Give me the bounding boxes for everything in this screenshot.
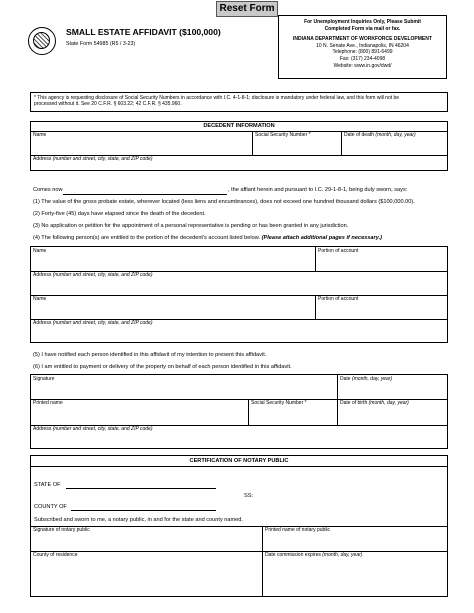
affiant-statement: , the affiant herein and pursuant to I.C. 29-1-8-1, being duly sworn, says:	[228, 187, 408, 193]
subscribed-statement: Subscribed and sworn to me, a notary public, in and for the state and county named.	[34, 517, 243, 523]
heir1-address-field[interactable]: Address (number and street, city, state, and ZIP code)	[33, 272, 153, 278]
county-of-line[interactable]	[71, 510, 216, 511]
comes-now-label: Comes now	[33, 187, 63, 193]
affiant-date-field[interactable]: Date (month, day, year)	[340, 376, 393, 382]
decedent-heading: DECEDENT INFORMATION	[203, 123, 275, 129]
county-of-label: COUNTY OF	[34, 504, 67, 510]
agency-line2: Completed Form via mail or fax.	[324, 25, 401, 32]
agency-info-box	[278, 15, 447, 79]
decedent-section	[30, 121, 448, 171]
heir2-name-field[interactable]: Name	[33, 296, 47, 302]
disclosure-line2: processed without it. See 20 C.F.R. § 603.22; 42 C.F.R. § 435.960.	[34, 101, 182, 107]
form-number: State Form 54985 (R5 / 3-23)	[66, 41, 136, 47]
notary-printed-name-field[interactable]: Printed name of notary public	[265, 527, 331, 533]
notary-section	[30, 455, 448, 597]
heir2-address-field[interactable]: Address (number and street, city, state, and ZIP code)	[33, 320, 153, 326]
notary-heading: CERTIFICATION OF NOTARY PUBLIC	[189, 458, 289, 464]
agency-phone: Telephone: (800) 891-6499	[332, 49, 393, 56]
disclosure-line1: * This agency is requesting disclosure of Social Security Numbers in accordance with I.C. 4-1-8-1; disclosure is mandatory under federal law, and this form will not be	[34, 95, 400, 101]
heirs-table	[30, 246, 448, 343]
affiant-date-of-birth-field[interactable]: Date of birth (month, day, year)	[340, 400, 409, 406]
decedent-address-field[interactable]: Address (number and street, city, state, and ZIP code)	[33, 156, 153, 162]
agency-website: Website: www.in.gov/dwd/	[333, 62, 392, 69]
affiant-address-field[interactable]: Address (number and street, city, state, and ZIP code)	[33, 426, 153, 432]
agency-address: 10 N. Senate Ave., Indianapolis, IN 46204	[316, 42, 409, 49]
ss-label: SS:	[244, 493, 254, 499]
item-1: (1) The value of the gross probate estate, wherever located (less liens and encumbrances), does not exceed one hundred thousand dollars ($100,000.00).	[33, 199, 415, 205]
decedent-date-of-death-field[interactable]: Date of death (month, day, year)	[344, 132, 416, 138]
ssn-disclosure-box	[30, 92, 448, 112]
item-3: (3) No application or petition for the appointment of a personal representative is pending or has been granted in any jurisdiction.	[33, 223, 349, 229]
heir1-name-field[interactable]: Name	[33, 248, 47, 254]
affiant-signature-section	[30, 374, 448, 449]
affiant-signature-field[interactable]: Signature	[33, 376, 55, 382]
agency-name: INDIANA DEPARTMENT OF WORKFORCE DEVELOPMENT	[293, 36, 432, 43]
item-2: (2) Forty-five (45) days have elapsed since the death of the decedent.	[33, 211, 206, 217]
decedent-ssn-field[interactable]: Social Security Number *	[255, 132, 311, 138]
agency-fax: Fax: (317) 234-4098	[339, 55, 386, 62]
notary-signature-field[interactable]: Signature of notary public	[33, 527, 90, 533]
form-title: SMALL ESTATE AFFIDAVIT ($100,000)	[66, 27, 221, 37]
heir1-portion-field[interactable]: Portion of account	[318, 248, 359, 254]
affiant-printed-name-field[interactable]: Printed name	[33, 400, 63, 406]
decedent-name-field[interactable]: Name	[33, 132, 47, 138]
heir2-portion-field[interactable]: Portion of account	[318, 296, 359, 302]
state-of-line[interactable]	[66, 488, 216, 489]
affiant-name-line[interactable]	[63, 194, 227, 195]
affiant-ssn-field[interactable]: Social Security Number *	[251, 400, 307, 406]
notary-commission-expires-field[interactable]: Date commission expires (month, day, year)	[265, 552, 363, 558]
item-4: (4) The following person(s) are entitled to the portion of the decedent's account listed below. (Please attach additional pages if necessary.)	[33, 235, 383, 241]
notary-county-residence-field[interactable]: County of residence	[33, 552, 78, 558]
item-6: (6) I am entitled to payment or delivery of the property on behalf of each person identified in this affidavit.	[33, 364, 292, 370]
state-of-label: STATE OF	[34, 482, 61, 488]
indiana-state-seal	[28, 27, 56, 55]
agency-line1: For Unemployment Inquiries Only, Please Submit	[304, 19, 421, 25]
reset-form-button[interactable]: Reset Form	[216, 1, 278, 17]
item-5: (5) I have notified each person identified in this affidavit of my intention to present this affidavit.	[33, 352, 267, 358]
